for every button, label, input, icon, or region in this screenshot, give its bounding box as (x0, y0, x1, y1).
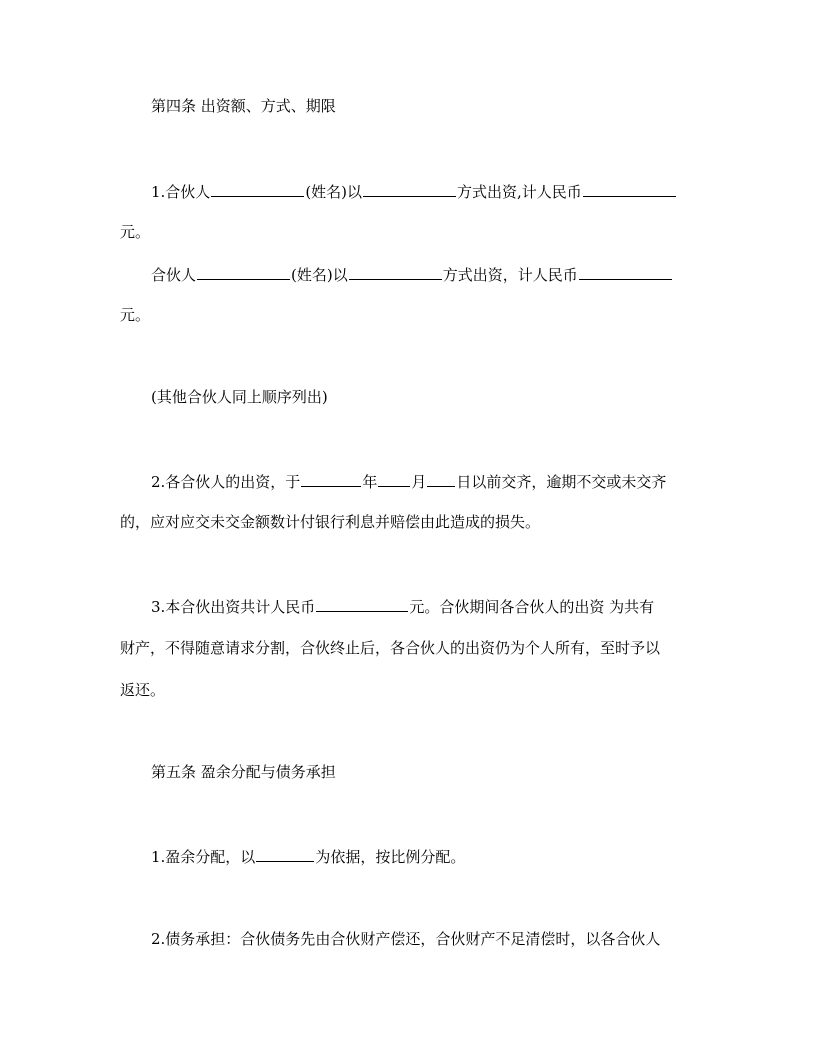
fill-blank-method (349, 264, 442, 280)
article-4-heading: 第四条 出资额、方式、期限 (151, 97, 336, 115)
paragraph-5-1 (0, 846, 816, 867)
paragraph-4-2-line-1 (0, 471, 816, 492)
fill-blank-amount (579, 264, 672, 280)
paragraph-4-3-line-2: 财产，不得随意请求分割，合伙终止后，各合伙人的出资仍为个人所有，至时予以 (120, 639, 661, 657)
paragraph-4-1-line-2: 元。 (120, 223, 151, 241)
text-segment: 3.本合伙出资共计人民币 (151, 598, 316, 616)
text-segment: (姓名)以 (305, 183, 363, 201)
fill-blank-name (211, 181, 304, 197)
fill-blank-method (363, 181, 456, 197)
text-segment: 合伙人 (151, 266, 197, 284)
paragraph-4-1b-line-1 (0, 264, 816, 285)
fill-blank-name (197, 264, 290, 280)
text-segment: 为依据，按比例分配。 (315, 848, 466, 866)
text-segment: 2.各合伙人的出资，于 (151, 473, 301, 491)
fill-blank-basis (256, 846, 314, 862)
text-segment: 1.盈余分配，以 (151, 848, 256, 866)
text-segment: 月 (411, 473, 427, 491)
paragraph-4-1b-line-2: 元。 (120, 306, 151, 324)
paragraph-4-3-line-1 (0, 596, 816, 617)
text-segment: (姓名)以 (291, 266, 348, 284)
text-segment: 方式出资，计人民币 (442, 266, 578, 284)
note-other-partners: (其他合伙人同上顺序列出) (151, 388, 328, 406)
paragraph-4-1-line-1 (0, 181, 816, 202)
fill-blank-total (316, 596, 408, 612)
paragraph-5-2-line-1: 2.债务承担：合伙债务先由合伙财产偿还，合伙财产不足清偿时，以各合伙人 (151, 930, 661, 948)
fill-blank-amount (583, 181, 676, 197)
text-segment: 日以前交齐，逾期不交或未交齐 (456, 473, 667, 491)
fill-blank-year (301, 471, 361, 487)
text-segment: 元。合伙期间各合伙人的出资 为共有 (409, 598, 655, 616)
paragraph-4-3-line-3: 返还。 (120, 681, 166, 699)
fill-blank-day (427, 471, 455, 487)
text-segment: 年 (362, 473, 378, 491)
article-5-heading: 第五条 盈余分配与债务承担 (151, 763, 336, 781)
text-segment: 方式出资,计人民币 (457, 183, 582, 201)
text-segment: 1.合伙人 (151, 183, 211, 201)
fill-blank-month (378, 471, 410, 487)
paragraph-4-2-line-2: 的，应对应交未交金额数计付银行利息并赔偿由此造成的损失。 (120, 513, 541, 531)
